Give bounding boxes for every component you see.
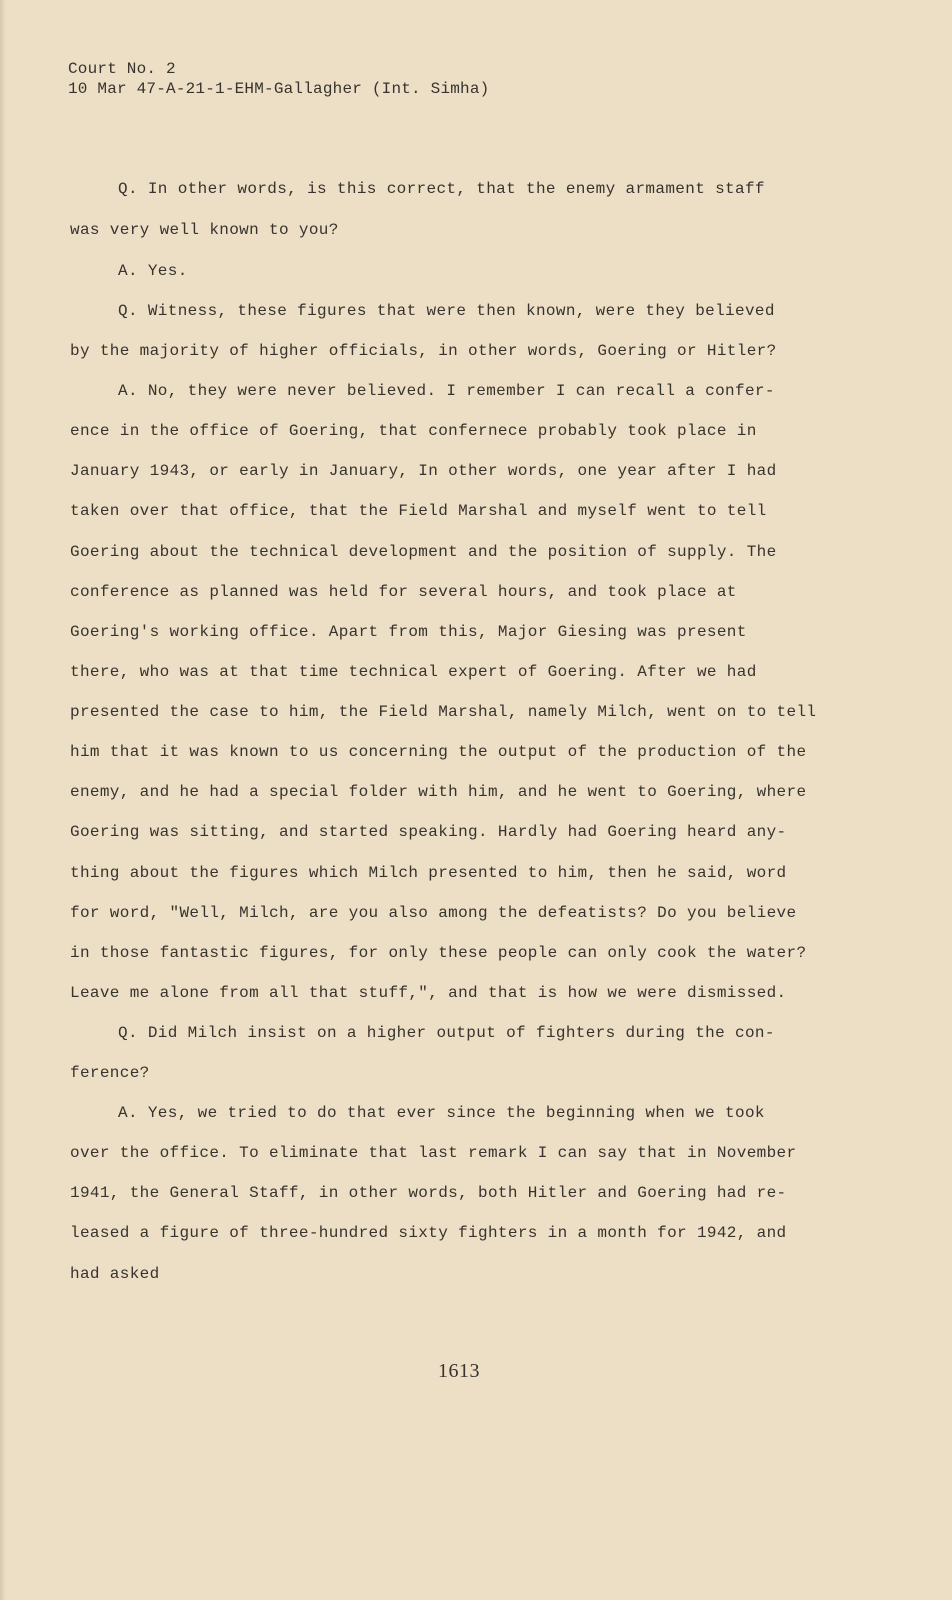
text-line: over the office. To eliminate that last remark I can say that in November: [70, 1144, 797, 1162]
text-line: A. Yes.: [118, 262, 188, 280]
text-line: taken over that office, that the Field Marshal and myself went to tell: [70, 502, 767, 520]
text-line: presented the case to him, the Field Marshal, namely Milch, went on to tell: [70, 703, 817, 721]
text-line: by the majority of higher officials, in other words, Goering or Hitler?: [70, 342, 777, 360]
text-line: him that it was known to us concerning the output of the production of the: [70, 743, 807, 761]
text-line: there, who was at that time technical expert of Goering. After we had: [70, 663, 757, 681]
text-line: Goering about the technical development and the position of supply. The: [70, 543, 777, 561]
text-line: leased a figure of three-hundred sixty fighters in a month for 1942, and: [70, 1224, 787, 1242]
text-line: Goering's working office. Apart from this, Major Giesing was present: [70, 623, 747, 641]
text-line: A. Yes, we tried to do that ever since the beginning when we took: [118, 1104, 765, 1122]
text-line: Leave me alone from all that stuff,", and that is how we were dismissed.: [70, 984, 787, 1002]
text-line: was very well known to you?: [70, 221, 339, 239]
session-reference-line: 10 Mar 47-A-21-1-EHM-Gallagher (Int. Simha): [68, 80, 490, 98]
page-edge-shadow: [0, 0, 6, 1600]
text-line: thing about the figures which Milch presented to him, then he said, word: [70, 864, 787, 882]
text-line: had asked: [70, 1265, 160, 1283]
court-line: Court No. 2: [68, 60, 176, 78]
text-line: Q. Witness, these figures that were then known, were they believed: [118, 302, 775, 320]
text-line: 1941, the General Staff, in other words, both Hitler and Goering had re-: [70, 1184, 787, 1202]
text-line: Goering was sitting, and started speaking. Hardly had Goering heard any-: [70, 823, 787, 841]
text-line: for word, "Well, Milch, are you also among the defeatists? Do you believe: [70, 904, 797, 922]
text-line: ference?: [70, 1064, 150, 1082]
text-line: Q. In other words, is this correct, that the enemy armament staff: [118, 180, 765, 198]
text-line: A. No, they were never believed. I remember I can recall a confer-: [118, 382, 775, 400]
text-line: ence in the office of Goering, that confernece probably took place in: [70, 422, 757, 440]
text-line: conference as planned was held for several hours, and took place at: [70, 583, 737, 601]
document-header: [68, 59, 489, 99]
text-line: enemy, and he had a special folder with him, and he went to Goering, where: [70, 783, 807, 801]
text-line: in those fantastic figures, for only these people can only cook the water?: [70, 944, 807, 962]
text-line: January 1943, or early in January, In other words, one year after I had: [70, 462, 777, 480]
page-number: 1613: [438, 1360, 480, 1382]
text-line: Q. Did Milch insist on a higher output of fighters during the con-: [118, 1024, 775, 1042]
